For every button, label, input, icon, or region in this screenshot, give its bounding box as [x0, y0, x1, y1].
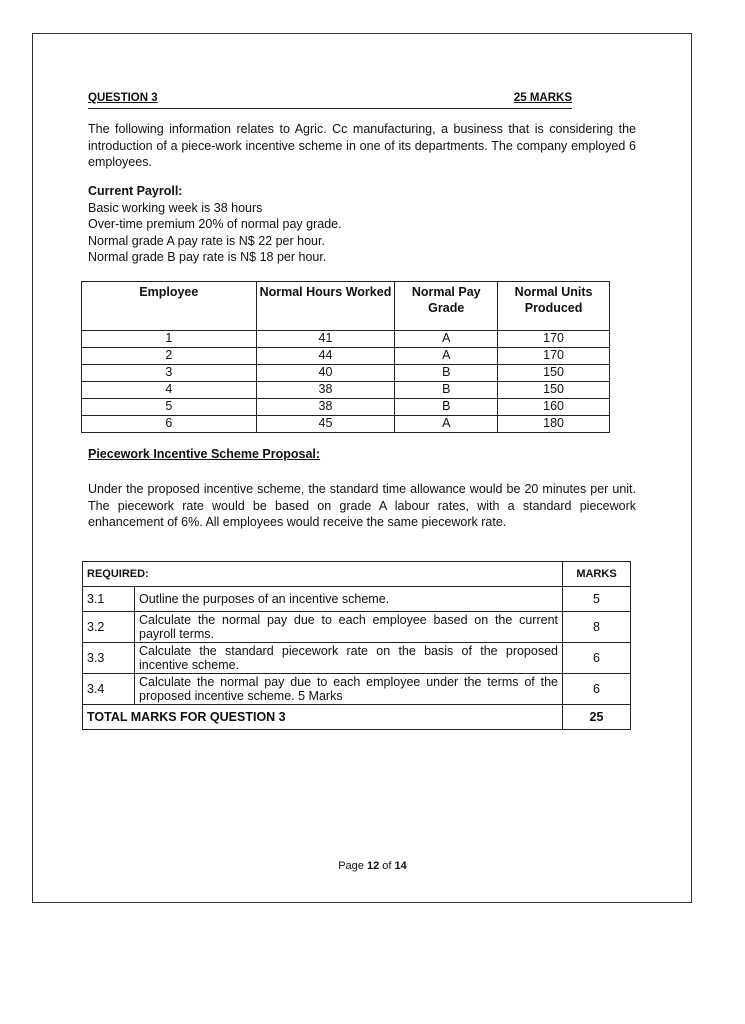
table-cell: 40 — [256, 365, 395, 382]
table-cell: 1 — [82, 331, 257, 348]
required-label: REQUIRED: — [83, 562, 563, 587]
table-cell: 160 — [498, 399, 610, 416]
question-header — [88, 92, 572, 109]
marks-label: MARKS — [563, 562, 631, 587]
table-cell: 5 — [82, 399, 257, 416]
item-text: Calculate the standard piecework rate on the basis of the proposed incentive scheme. — [135, 643, 563, 674]
question-title: QUESTION 3 — [88, 92, 158, 104]
table-cell: 38 — [256, 399, 395, 416]
required-table — [82, 561, 631, 730]
total-label: TOTAL MARKS FOR QUESTION 3 — [83, 705, 563, 730]
table-cell: 180 — [498, 416, 610, 433]
table-cell: 6 — [82, 416, 257, 433]
item-number: 3.3 — [83, 643, 135, 674]
column-header: Employee — [82, 282, 257, 331]
table-cell: 150 — [498, 382, 610, 399]
table-cell: B — [395, 365, 498, 382]
item-text: Calculate the normal pay due to each employee under the terms of the proposed incentive scheme. 5 Marks — [135, 674, 563, 705]
table-row — [82, 331, 610, 348]
table-row — [82, 416, 610, 433]
proposal-paragraph: Under the proposed incentive scheme, the standard time allowance would be 20 minutes per unit. The piecework rate would be based on grade A labour rates, with a standard piecework enhancement of 6%. All employees would receive the same piecework rate. — [88, 482, 636, 529]
current-payroll — [88, 183, 342, 266]
table-row — [82, 348, 610, 365]
item-number: 3.2 — [83, 612, 135, 643]
item-marks: 6 — [563, 674, 631, 705]
payroll-line: Basic working week is 38 hours — [88, 200, 263, 215]
column-header: Normal Pay Grade — [395, 282, 498, 331]
payroll-line: Over-time premium 20% of normal pay grade. — [88, 217, 342, 231]
footer-total: 14 — [394, 860, 407, 872]
intro-paragraph: The following information relates to Agric. Cc manufacturing, a business that is considering the introduction of a piece-work incentive scheme in one of its departments. The company employed 6 employees. — [88, 122, 636, 169]
payroll-line: Normal grade B pay rate is N$ 18 per hour. — [88, 250, 327, 264]
total-marks: 25 — [563, 705, 631, 730]
table-cell: 170 — [498, 348, 610, 365]
proposal-heading: Piecework Incentive Scheme Proposal: — [88, 447, 321, 461]
item-marks: 8 — [563, 612, 631, 643]
page-footer — [0, 860, 745, 872]
table-cell: 41 — [256, 331, 395, 348]
footer-sep: of — [382, 860, 392, 872]
table-cell: B — [395, 399, 498, 416]
table-cell: 44 — [256, 348, 395, 365]
item-marks: 5 — [563, 587, 631, 612]
footer-page: 12 — [366, 860, 380, 872]
table-cell: 3 — [82, 365, 257, 382]
footer-prefix: Page — [338, 860, 364, 872]
table-cell: 150 — [498, 365, 610, 382]
table-cell: 38 — [256, 382, 395, 399]
total-row — [83, 705, 631, 730]
item-number: 3.4 — [83, 674, 135, 705]
payroll-heading: Current Payroll: — [88, 184, 183, 198]
table-cell: 45 — [256, 416, 395, 433]
table-row — [82, 365, 610, 382]
question-marks: 25 MARKS — [513, 92, 572, 104]
employee-table-header — [82, 282, 610, 331]
item-number: 3.1 — [83, 587, 135, 612]
table-row — [82, 382, 610, 399]
table-row — [82, 399, 610, 416]
item-text: Calculate the normal pay due to each employee based on the current payroll terms. — [135, 612, 563, 643]
table-cell: 2 — [82, 348, 257, 365]
required-item — [83, 587, 631, 612]
table-cell: A — [395, 348, 498, 365]
required-item — [83, 674, 631, 705]
employee-table — [81, 281, 610, 433]
required-item — [83, 612, 631, 643]
table-cell: 170 — [498, 331, 610, 348]
required-table-header — [83, 562, 631, 587]
required-item — [83, 643, 631, 674]
table-cell: 4 — [82, 382, 257, 399]
item-marks: 6 — [563, 643, 631, 674]
column-header: Normal Units Produced — [498, 282, 610, 331]
table-cell: A — [395, 416, 498, 433]
table-cell: A — [395, 331, 498, 348]
payroll-line: Normal grade A pay rate is N$ 22 per hour. — [88, 233, 325, 248]
table-cell: B — [395, 382, 498, 399]
column-header: Normal Hours Worked — [256, 282, 395, 331]
item-text: Outline the purposes of an incentive scheme. — [135, 587, 563, 612]
